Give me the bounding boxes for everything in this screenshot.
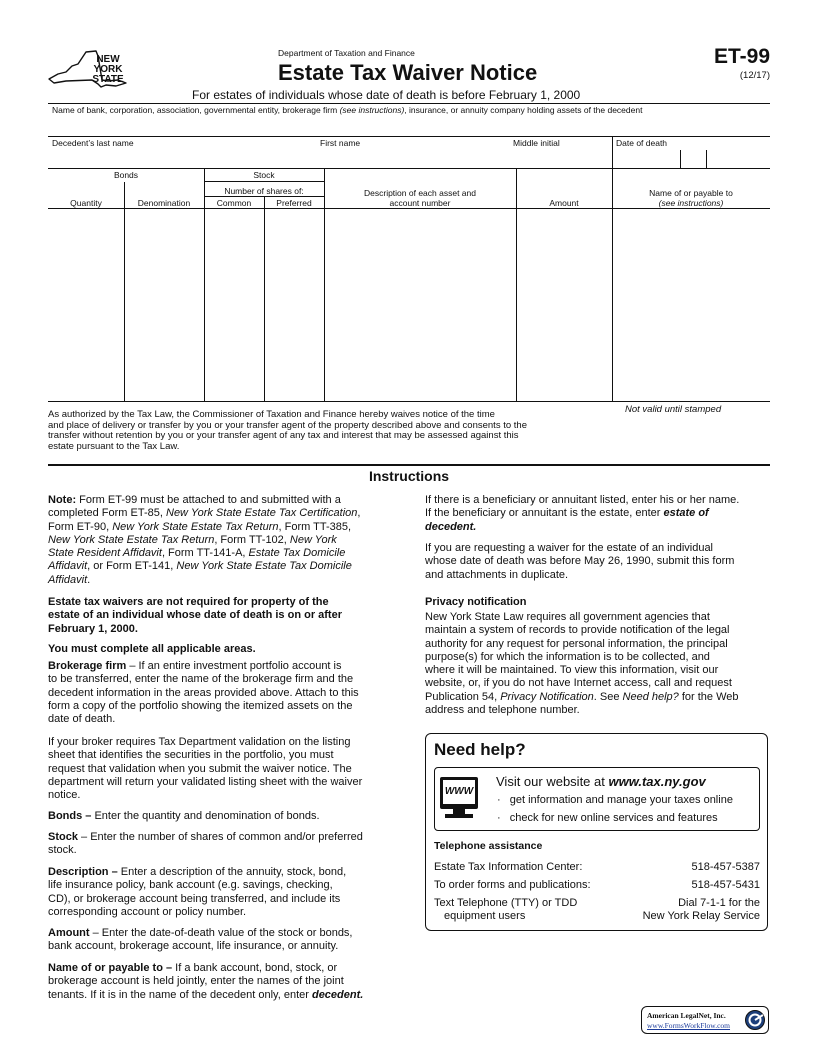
need-help-box (425, 733, 768, 931)
logo-text-new: NEW (96, 54, 120, 65)
description-column-field[interactable] (325, 209, 516, 401)
amount-paragraph: Amount – Enter the date-of-death value of the stock or bonds, bank account, brokerage account, life insurance, or annuity. (48, 927, 353, 953)
number-of-shares-header: Number of shares of: (224, 186, 304, 196)
first-name-label: First name (320, 138, 361, 148)
waivers-paragraph: Estate tax waivers are not required for property of the estate of an individual whose date of death is on or after February 1, 2000. (48, 596, 342, 635)
bullet-icon: · (497, 812, 501, 824)
last-name-field[interactable] (48, 149, 318, 168)
common-shares-column-field[interactable] (205, 209, 264, 401)
instructions-heading: Instructions (368, 468, 450, 484)
tty-row: Text Telephone (TTY) or TDD equipment users Dial 7-1-1 for the New York Relay Service (434, 897, 760, 922)
website-link[interactable]: www.tax.ny.gov (608, 774, 706, 789)
bonds-header: Bonds (113, 170, 139, 180)
privacy-paragraph: New York State Law requires all government agencies that maintain a system of records to provide notification of the legal authority for any request for personal information, the principal purpose(s) for which the information is to be collected, and where it will be maintained. To view this information, visit our website, or, if you do not have Internet access, call and request Publication 54, Privacy Notification. See Need help? for the Web address and telephone number. (425, 611, 739, 717)
bonds-paragraph: Bonds – Enter the quantity and denomination of bonds. (48, 810, 320, 822)
privacy-heading: Privacy notification (425, 596, 527, 608)
visit-website-text: Visit our website at (496, 774, 609, 789)
logo-text-york: YORK (93, 64, 123, 75)
need-help-heading: Need help? (434, 740, 526, 759)
website-bullet-2: check for new online services and features (509, 812, 718, 824)
publisher-name: American LegalNet, Inc. (647, 1011, 726, 1020)
logo-text-state: STATE (92, 74, 124, 85)
first-name-field[interactable] (318, 149, 510, 168)
payable-header: Name of or payable to (see instructions) (649, 188, 733, 208)
stamp-area (612, 416, 770, 460)
payable-paragraph: Name of or payable to – If a bank account, bond, stock, or brokerage account is held jointly, enter the names of the joint tenants. If it is in the name of the decedent only, enter decedent. (48, 962, 364, 1001)
preferred-header: Preferred (276, 198, 312, 208)
brokerage-paragraph: Brokerage firm – If an entire investment portfolio account is to be transferred, enter the name of the brokerage firm and the decedent information in the areas provided above. Attach to this form a copy of the portfolio showing the itemized assets on the date of death. (48, 660, 359, 726)
date-of-death-label: Date of death (616, 138, 668, 148)
publisher-logo-icon (744, 1009, 766, 1031)
website-bullet-1: get information and manage your taxes online (509, 794, 733, 806)
quantity-header: Quantity (70, 198, 102, 208)
pre-1990-paragraph: If you are requesting a waiver for the estate of an individual whose date of death was before May 26, 1990, submit this form and attachments in duplicate. (425, 542, 735, 581)
form-revision: (12/17) (739, 70, 770, 81)
description-paragraph: Description – Enter a description of the annuity, stock, bond, life insurance policy, bank account (e.g. savings, checking, CD), or brokerage account being transferred, and include its corresponding account or policy number. (48, 866, 347, 918)
publisher-badge (641, 1006, 769, 1034)
middle-initial-label: Middle initial (513, 138, 560, 148)
holder-name-label: Name of bank, corporation, association, governmental entity, brokerage firm (see instructions), insurance, or annuity company holding assets of the decedent (52, 105, 643, 115)
description-header: Description of each asset and account number (364, 188, 476, 208)
stamp-note: Not valid until stamped (625, 404, 722, 415)
form-title: Estate Tax Waiver Notice (278, 60, 538, 85)
authorization-statement: As authorized by the Tax Law, the Commissioner of Taxation and Finance hereby waives notice of the time and place of delivery or transfer by you or your transfer agent of the property described above and consents to the transfer without retention by you or your transfer agent of any tax and interest that may be assessed against this estate pursuant to the Tax Law. (48, 409, 527, 452)
amount-column-field[interactable] (517, 209, 612, 401)
phone-row: Estate Tax Information Center: 518-457-5387 (434, 861, 760, 873)
beneficiary-paragraph: If there is a beneficiary or annuitant listed, enter his or her name. If the beneficiary or annuitant is the estate, enter estate of decedent. (425, 494, 740, 533)
phone-row: To order forms and publications: 518-457-5431 (434, 879, 760, 891)
quantity-column-field[interactable] (48, 209, 124, 401)
form-subtitle: For estates of individuals whose date of death is before February 1, 2000 (192, 88, 581, 102)
broker-validation-paragraph: If your broker requires Tax Department validation on the listing sheet that identifies the securities in the portfolio, you must request that validation when you submit the waiver notice. The department will return your validated listing sheet with the waiver notice. (48, 736, 363, 802)
denomination-header: Denomination (137, 198, 191, 208)
must-complete-text: You must complete all applicable areas. (48, 643, 256, 655)
last-name-label: Decedent’s last name (52, 138, 134, 148)
holder-name-field[interactable] (48, 116, 770, 136)
stock-paragraph: Stock – Enter the number of shares of common and/or preferred stock. (48, 831, 363, 857)
nys-logo (46, 50, 132, 90)
form-number: ET-99 (713, 45, 770, 68)
publisher-url[interactable]: www.FormsWorkFlow.com (647, 1021, 731, 1030)
amount-header: Amount (549, 198, 579, 208)
preferred-shares-column-field[interactable] (265, 209, 324, 401)
bullet-icon: · (497, 794, 501, 806)
computer-monitor-icon (439, 776, 479, 822)
common-header: Common (216, 198, 252, 208)
payable-column-field[interactable] (613, 209, 770, 401)
www-icon-label: WWW (444, 786, 474, 797)
website-panel (434, 767, 760, 831)
denomination-column-field[interactable] (125, 209, 204, 401)
note-paragraph: Note: Form ET-99 must be attached to and submitted with a completed Form ET-85, New York State Estate Tax Certification, Form ET-90, New York State Estate Tax Return, Form TT-385, New York State Estate Tax Return, Form TT-102, New York State Resident Affidavit, Form TT-141-A, Estate Tax Domicile Affidavit, or Form ET-141, New York State Estate Tax Domicile Affidavit. (48, 494, 361, 586)
telephone-heading: Telephone assistance (434, 840, 543, 852)
date-of-death-field[interactable] (613, 149, 770, 168)
department-name: Department of Taxation and Finance (278, 48, 415, 58)
middle-initial-field[interactable] (511, 149, 611, 168)
stock-header: Stock (253, 170, 275, 180)
